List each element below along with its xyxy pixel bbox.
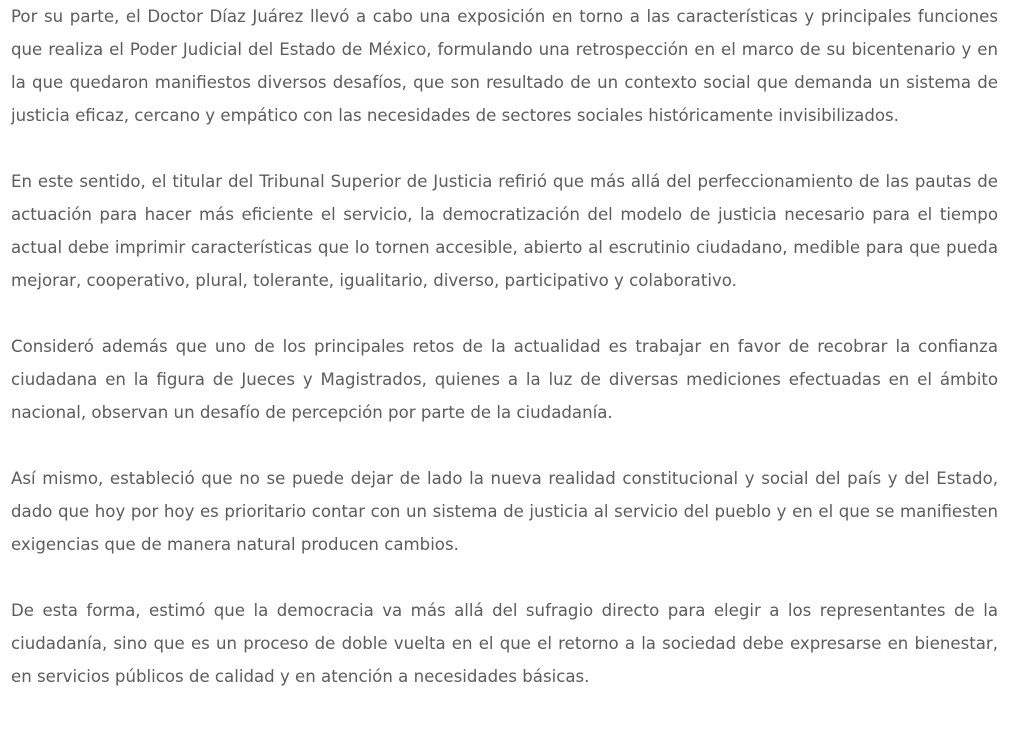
paragraph-2: En este sentido, el titular del Tribunal Superior de Justicia refirió que más allá del perfeccionamiento de las pautas de actuación para hacer más eficiente el servicio, la democratización del modelo de justicia necesario para el tiempo actual debe imprimir características que lo tornen accesible, abierto al escrutinio ciudadano, medible para que pueda mejorar, cooperativo, plural, tolerante, igualitario, diverso, participativo y colaborativo. xyxy=(11,172,998,290)
paragraph-4: Así mismo, estableció que no se puede dejar de lado la nueva realidad constitucional y social del país y del Estado, dado que hoy por hoy es prioritario contar con un sistema de justicia al servicio del pueblo y en el que se manifiesten exigencias que de manera natural producen cambios. xyxy=(11,469,998,554)
paragraph-1: Por su parte, el Doctor Díaz Juárez llevó a cabo una exposición en torno a las características y principales funciones que realiza el Poder Judicial del Estado de México, formulando una retrospección en el marco de su bicentenario y en la que quedaron manifiestos diversos desafíos, que son resultado de un contexto social que demanda un sistema de justicia eficaz, cercano y empático con las necesidades de sectores sociales históricamente invisibilizados. xyxy=(11,7,998,125)
paragraph-5: De esta forma, estimó que la democracia va más allá del sufragio directo para elegir a los representantes de la ciudadanía, sino que es un proceso de doble vuelta en el que el retorno a la sociedad debe expresarse en bienestar, en servicios públicos de calidad y en atención a necesidades básicas. xyxy=(11,601,998,686)
paragraph-3: Consideró además que uno de los principales retos de la actualidad es trabajar en favor de recobrar la confianza ciudadana en la figura de Jueces y Magistrados, quienes a la luz de diversas mediciones efectuadas en el ámbito nacional, observan un desafío de percepción por parte de la ciudadanía. xyxy=(11,337,998,422)
